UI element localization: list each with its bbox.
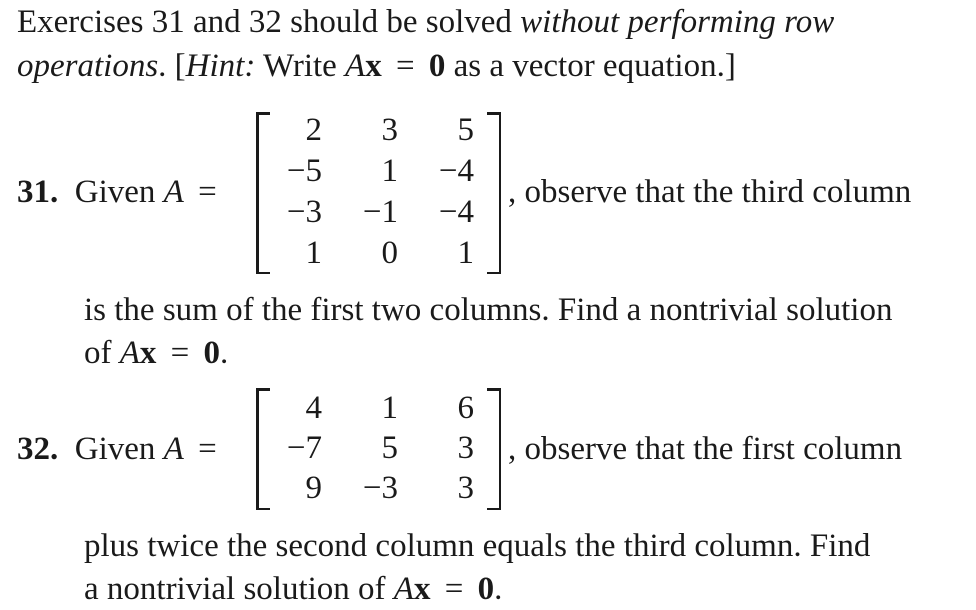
ex31-matrix-symbol: A xyxy=(163,174,184,210)
ex31-cell: 1 xyxy=(381,153,398,189)
ex31-x: x xyxy=(139,335,157,371)
ex32-cell: 5 xyxy=(381,430,398,466)
ex31-matrix xyxy=(256,112,501,274)
ex32-cell: 3 xyxy=(457,430,474,466)
ex32-given-line xyxy=(17,433,223,466)
ex32-number: 32. xyxy=(17,431,59,467)
ex32-zero: 0 xyxy=(477,571,495,607)
intro-text: Exercises 31 and 32 should be solved xyxy=(17,4,512,40)
ex32-cell: 3 xyxy=(457,470,474,506)
ex31-of: of xyxy=(84,335,120,371)
ex31-cell: 1 xyxy=(457,235,474,271)
hint-label: Hint: xyxy=(185,48,256,84)
ex31-cont-line-2 xyxy=(84,337,228,370)
ex32-matrix-symbol: A xyxy=(163,431,184,467)
intro-emphasis-cont: operations xyxy=(17,48,159,84)
ex31-cell: 5 xyxy=(457,112,474,148)
ex31-cell: −5 xyxy=(286,153,322,189)
intro-write: Write xyxy=(255,48,346,84)
ex32-given: Given xyxy=(74,431,156,467)
ex31-cell: 3 xyxy=(381,112,398,148)
ex32-period: . xyxy=(494,571,503,607)
vector-symbol: x xyxy=(365,48,382,84)
ex32-cont-line-1: plus twice the second column equals the third column. Find xyxy=(84,528,871,564)
matrix-symbol: A xyxy=(345,48,366,84)
ex32-equals: = xyxy=(198,431,217,467)
intro-line-2 xyxy=(17,50,736,83)
ex32-eq2: = xyxy=(444,571,464,607)
ex31-equals: = xyxy=(198,174,217,210)
ex32-cell: 6 xyxy=(457,390,474,426)
ex32-cell: −7 xyxy=(286,430,322,466)
ex32-cont-line-2 xyxy=(84,573,502,606)
ex31-cell: −3 xyxy=(286,194,322,230)
ex31-eq2: = xyxy=(170,335,190,371)
ex32-A: A xyxy=(393,571,414,607)
intro-end: as a vector equation.] xyxy=(445,48,736,84)
ex31-cell: −4 xyxy=(438,153,474,189)
zero-vector: 0 xyxy=(428,48,446,84)
ex32-text: a nontrivial solution of xyxy=(84,571,394,607)
ex31-period: . xyxy=(220,335,229,371)
ex32-cell: −3 xyxy=(362,470,398,506)
intro-line-1 xyxy=(17,6,834,39)
ex31-cell: 2 xyxy=(305,112,322,148)
ex32-cell: 1 xyxy=(381,390,398,426)
ex31-number: 31. xyxy=(17,174,59,210)
intro-punct: . [ xyxy=(158,48,186,84)
ex31-given-line xyxy=(17,176,223,209)
ex32-cell: 4 xyxy=(305,390,322,426)
ex31-cell: −4 xyxy=(438,194,474,230)
ex31-zero: 0 xyxy=(203,335,221,371)
ex31-A: A xyxy=(119,335,140,371)
ex31-cont-line-1: is the sum of the first two columns. Find a nontrivial solution xyxy=(84,292,893,328)
ex31-cell: 1 xyxy=(305,235,322,271)
ex32-matrix xyxy=(256,388,501,510)
ex32-cell: 9 xyxy=(305,470,322,506)
ex31-after-text: , observe that the third column xyxy=(508,174,912,210)
intro-emphasis: without performing row xyxy=(520,4,835,40)
equals-sign: = xyxy=(395,48,415,84)
ex32-after-text: , observe that the first column xyxy=(508,431,903,467)
ex31-given: Given xyxy=(74,174,156,210)
ex31-cell: −1 xyxy=(362,194,398,230)
ex32-x: x xyxy=(413,571,431,607)
ex31-cell: 0 xyxy=(381,235,398,271)
